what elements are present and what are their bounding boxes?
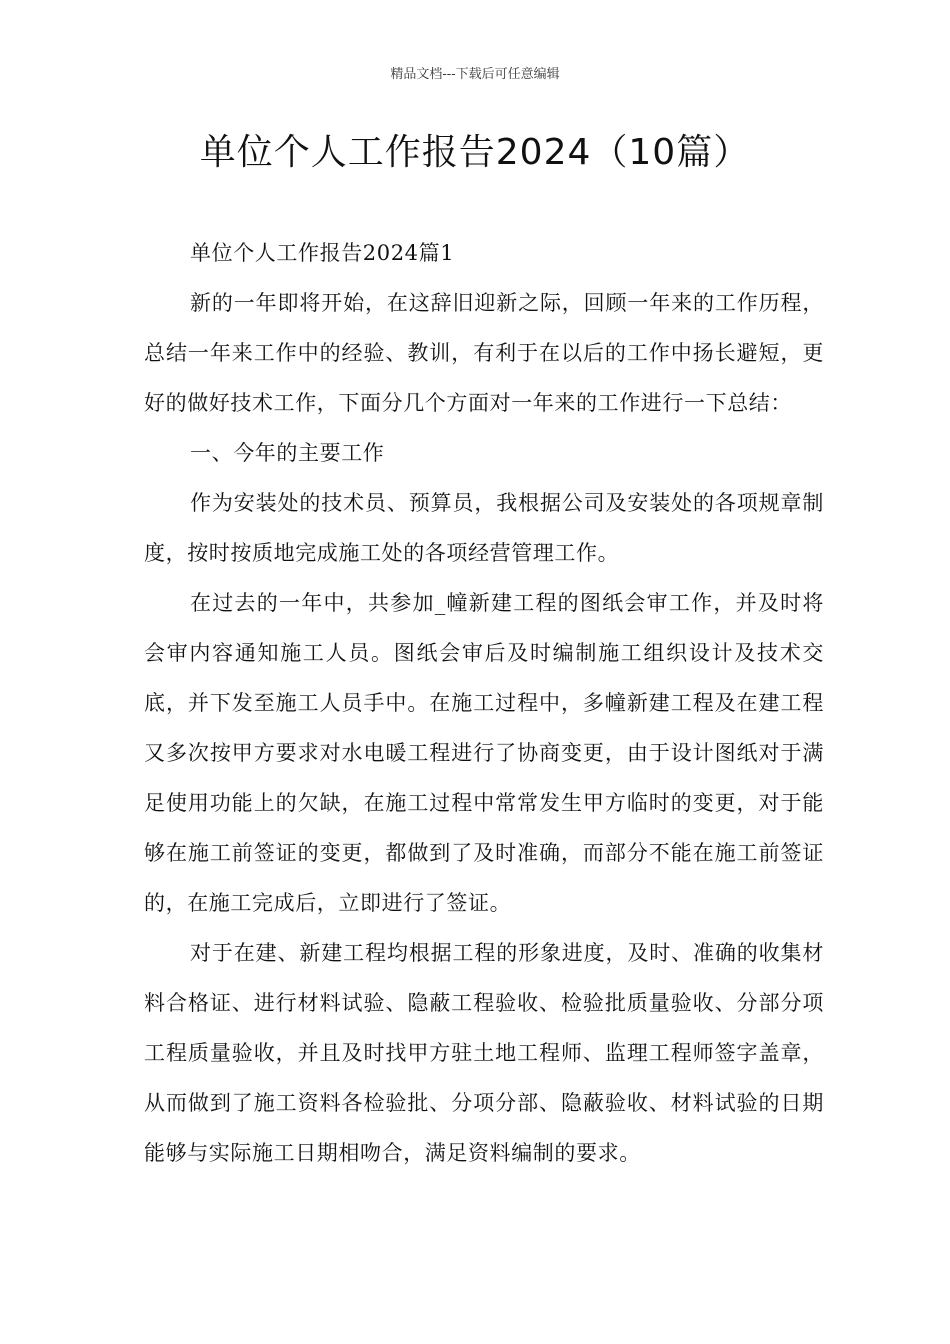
document-title: 单位个人工作报告2024（10篇） <box>199 132 751 173</box>
paragraph-drawing-review: 在过去的一年中，共参加_幢新建工程的图纸会审工作，并及时将会审内容通知施工人员。图纸会审后及时编制施工组织设计及技术交底，并下发至施工人员手中。在施工过程中，多幢新建工程及在建工程又多次按甲方要求对水电暖工程进行了协商变更，由于设计图纸对于满足使用功能上的欠缺，在施工过程中常常发生甲方临时的变更，对于能够在施工前签证的变更，都做到了及时准确，而部分不能在施工前签证的，在施工完成后，立即进行了签证。 <box>144 591 824 915</box>
section-heading-main-work: 一、今年的主要工作 <box>190 441 385 465</box>
section-heading-part-1: 单位个人工作报告2024篇1 <box>190 241 455 265</box>
paragraph-role: 作为安装处的技术员、预算员，我根据公司及安装处的各项规章制度，按时按质地完成施工处的各项经营管理工作。 <box>144 491 824 565</box>
paragraph-intro: 新的一年即将开始，在这辞旧迎新之际，回顾一年来的工作历程，总结一年来工作中的经验、教训，有利于在以后的工作中扬长避短，更好的做好技术工作，下面分几个方面对一年来的工作进行一下总结： <box>144 291 824 415</box>
document-body <box>144 228 824 1178</box>
page-header-note: 精品文档---下载后可任意编辑 <box>390 67 560 82</box>
paragraph-materials: 对于在建、新建工程均根据工程的形象进度，及时、准确的收集材料合格证、进行材料试验、隐蔽工程验收、检验批质量验收、分部分项工程质量验收，并且及时找甲方驻土地工程师、监理工程师签字盖章，从而做到了施工资料各检验批、分项分部、隐蔽验收、材料试验的日期能够与实际施工日期相吻合，满足资料编制的要求。 <box>144 941 824 1165</box>
